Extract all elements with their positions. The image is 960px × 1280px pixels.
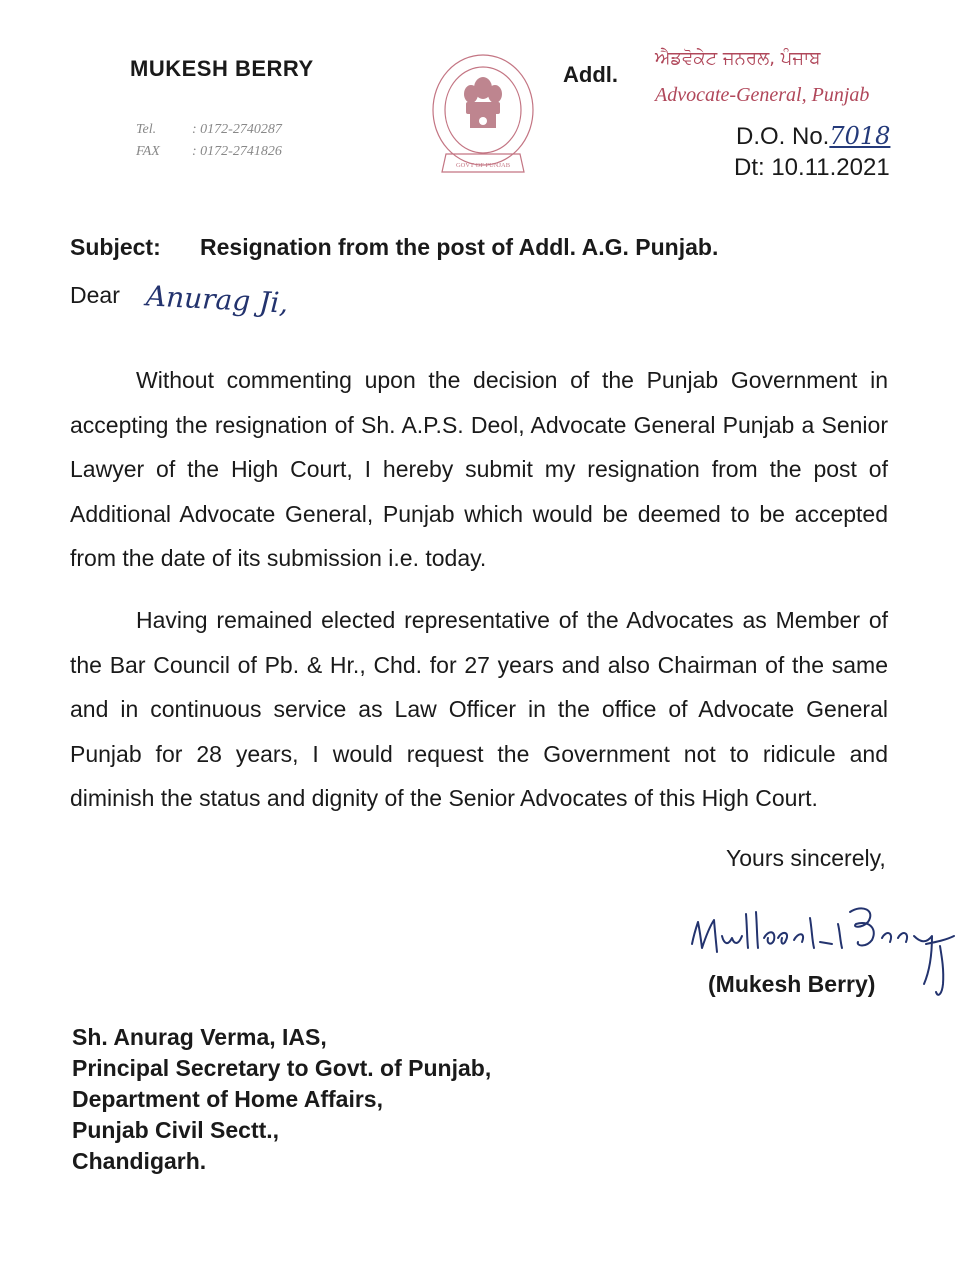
addressee-line-office: Punjab Civil Sectt., bbox=[72, 1117, 280, 1143]
designation-english: Advocate-General, Punjab bbox=[655, 84, 870, 106]
designation-punjabi: ਐਡਵੋਕੇਟ ਜਨਰਲ, ਪੰਜਾਬ bbox=[655, 48, 821, 69]
subject-label: Subject: bbox=[70, 234, 161, 260]
subject-text: Resignation from the post of Addl. A.G. Punjab. bbox=[200, 234, 719, 260]
do-label: D.O. No. bbox=[736, 123, 830, 150]
signatory-name: (Mukesh Berry) bbox=[708, 971, 876, 997]
do-number-line bbox=[736, 122, 890, 151]
closing-text: Yours sincerely, bbox=[726, 845, 886, 871]
body-paragraph-1: Without commenting upon the decision of the Punjab Government in accepting the resignation of Sh. A.P.S. Deol, Advocate General Punjab a Senior Lawyer of the High Court, I hereby submit my resignation from the post of Additional Advocate General, Punjab which would be deemed to be accepted from the date of its submission i.e. today. bbox=[70, 367, 888, 571]
addressee-line-designation: Principal Secretary to Govt. of Punjab, bbox=[72, 1055, 492, 1081]
letterhead-name: MUKESH BERRY bbox=[130, 56, 314, 81]
salutation-dear: Dear bbox=[70, 282, 120, 308]
telephone-label: Tel. bbox=[136, 122, 157, 137]
fax-line: FAX : 0172-2741826 bbox=[136, 144, 282, 159]
addressee-line-name: Sh. Anurag Verma, IAS, bbox=[72, 1024, 327, 1050]
emblem-seal-text: GOVT OF PUNJAB bbox=[455, 162, 511, 169]
telephone-number: 0172-2740287 bbox=[200, 122, 282, 137]
addressee-line-department: Department of Home Affairs, bbox=[72, 1086, 383, 1112]
fax-label: FAX bbox=[136, 144, 160, 159]
letter-date: Dt: 10.11.2021 bbox=[734, 154, 890, 181]
addl-prefix: Addl. bbox=[563, 62, 618, 87]
addressee-line-city: Chandigarh. bbox=[72, 1148, 207, 1174]
fax-number: 0172-2741826 bbox=[200, 144, 282, 159]
do-number-handwritten: 7018 bbox=[829, 122, 891, 150]
salutation-handwritten: Anurag Ji, bbox=[145, 279, 290, 320]
telephone-line: Tel. : 0172-2740287 bbox=[136, 122, 282, 137]
state-emblem-seal-icon bbox=[428, 48, 538, 178]
body-paragraph-2: Having remained elected representative of the Advocates as Member of the Bar Council of Pb. & Hr., Chd. for 27 years and also Chairman of the same and in continuous service as Law Officer in the office of Advocate General Punjab for 28 years, I would request the Government not to ridicule and diminish the status and dignity of the Senior Advocates of this High Court. bbox=[70, 607, 888, 811]
addressee-block bbox=[72, 1022, 491, 1177]
subject-line bbox=[70, 234, 718, 261]
